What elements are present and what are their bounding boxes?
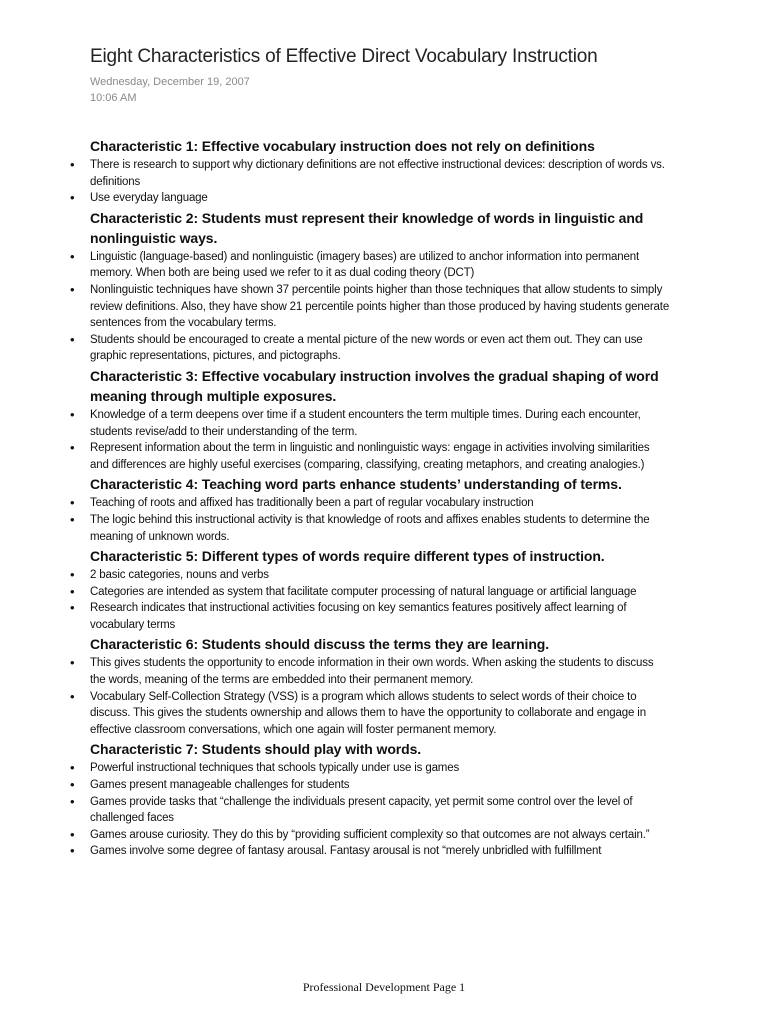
bullet-icon: •	[70, 760, 75, 776]
bullet-icon: •	[70, 440, 75, 456]
bullet-text: Vocabulary Self-Collection Strategy (VSS) is a program which allows students to select words of their choice to discuss. This gives the students ownership and allows them to have the opportunity to collaborate and engage in effective classroom conversations, which one again will foster permanent memory.	[90, 690, 646, 736]
bullet-text: Use everyday language	[90, 192, 208, 205]
bullet-icon: •	[70, 843, 75, 859]
page-time: 10:06 AM	[90, 92, 137, 104]
bullet-text: Knowledge of a term deepens over time if a student encounters the term multiple times. During each encounter, students revise/add to their understanding of the term.	[90, 408, 641, 438]
section-2	[70, 208, 670, 365]
section-6	[70, 634, 670, 738]
bullet-text: There is research to support why dictionary definitions are not effective instructional devices: description of words vs. definitions	[90, 159, 665, 188]
section-heading: Characteristic 5: Different types of words require different types of instruction.	[90, 548, 605, 565]
bullet-list	[70, 760, 670, 860]
section-1	[70, 136, 670, 207]
bullet-text: Powerful instructional techniques that schools typically under use is games	[90, 762, 460, 775]
page-footer: Professional Development Page 1	[302, 980, 466, 994]
bullet-text: Linguistic (language-based) and nonlinguistic (imagery bases) are utilized to anchor information into permanent memory. When both are being used we refer to it as dual coding theory (DCT)	[90, 250, 640, 280]
section-heading: Characteristic 4: Teaching word parts enhance students’ understanding of terms.	[90, 476, 622, 493]
list-item	[70, 249, 670, 282]
note-body	[70, 136, 670, 861]
bullet-list	[70, 655, 670, 738]
bullet-icon: •	[70, 600, 75, 616]
list-item	[70, 689, 670, 739]
bullet-list	[70, 567, 670, 633]
bullet-icon: •	[70, 583, 75, 599]
bullet-icon: •	[70, 567, 75, 583]
bullet-text: Students should be encouraged to create a mental picture of the new words or even act them out. They can use graphic representations, pictures, and pictographs.	[90, 333, 643, 363]
section-3	[70, 366, 670, 473]
bullet-text: Games involve some degree of fantasy arousal. Fantasy arousal is not “merely unbridled with fulfillment	[90, 845, 602, 858]
section-5	[70, 546, 670, 633]
bullet-icon: •	[70, 688, 75, 704]
list-item	[70, 655, 670, 688]
bullet-list	[70, 249, 670, 365]
list-item	[70, 440, 670, 473]
section-heading: Characteristic 2: Students must represent their knowledge of words in linguistic and nonlinguistic ways.	[90, 209, 644, 246]
list-item	[70, 495, 670, 512]
bullet-text: Categories are intended as system that facilitate computer processing of natural language or artificial language	[90, 585, 637, 598]
bullet-text: Nonlinguistic techniques have shown 37 percentile points higher than those techniques that allow students to simply review definitions. Also, they have show 21 percentile points higher than those produced by having students generate sentences from the vocabulary terms.	[90, 283, 670, 330]
bullet-icon: •	[70, 511, 75, 527]
bullet-text: The logic behind this instructional activity is that knowledge of roots and affixes enables students to determine the meaning of unknown words.	[90, 513, 650, 543]
list-item	[70, 407, 670, 440]
list-item	[70, 157, 670, 190]
bullet-text: Represent information about the term in linguistic and nonlinguistic ways: engage in activities involving similarities and differences are highly useful exercises (comparing, classifying, creating metaphors, and creating analogies.)	[90, 442, 650, 471]
bullet-list	[70, 407, 670, 473]
section-heading: Characteristic 3: Effective vocabulary instruction involves the gradual shaping of word meaning through multiple exposures.	[90, 367, 659, 404]
bullet-icon: •	[70, 331, 75, 347]
bullet-icon: •	[70, 655, 75, 671]
list-item	[70, 843, 670, 860]
list-item	[70, 777, 670, 794]
list-item	[70, 584, 670, 601]
list-item	[70, 827, 670, 844]
page-date: Wednesday, December 19, 2007	[90, 76, 250, 88]
list-item	[70, 282, 670, 332]
bullet-icon: •	[70, 826, 75, 842]
list-item	[70, 332, 670, 365]
bullet-text: Games present manageable challenges for students	[90, 779, 350, 792]
bullet-text: Research indicates that instructional activities focusing on key semantics features positively affect learning of vocabulary terms	[90, 602, 627, 631]
bullet-text: This gives students the opportunity to encode information in their own words. When asking the students to discuss the words, meaning of the terms are embedded into their permanent memory.	[90, 657, 654, 687]
bullet-list	[70, 157, 670, 207]
page-title: Eight Characteristics of Effective Direct Vocabulary Instruction	[90, 46, 598, 67]
bullet-text: 2 basic categories, nouns and verbs	[90, 569, 269, 582]
list-item	[70, 794, 670, 827]
section-heading: Characteristic 1: Effective vocabulary instruction does not rely on definitions	[90, 138, 595, 154]
bullet-icon: •	[70, 495, 75, 511]
bullet-text: Games provide tasks that “challenge the individuals present capacity, yet permit some control over the level of challenged faces	[90, 795, 633, 825]
section-heading: Characteristic 7: Students should play with words.	[90, 741, 422, 758]
list-item	[70, 190, 670, 207]
section-4	[70, 474, 670, 545]
section-7	[70, 739, 670, 860]
list-item	[70, 512, 670, 545]
list-item	[70, 567, 670, 584]
bullet-list	[70, 495, 670, 545]
list-item	[70, 600, 670, 633]
bullet-icon: •	[70, 157, 75, 172]
bullet-icon: •	[70, 248, 75, 264]
bullet-text: Teaching of roots and affixed has traditionally been a part of regular vocabulary instruction	[90, 497, 534, 510]
bullet-icon: •	[70, 406, 75, 422]
bullet-icon: •	[70, 281, 75, 297]
bullet-icon: •	[70, 777, 75, 793]
bullet-icon: •	[70, 190, 75, 206]
bullet-icon: •	[70, 793, 75, 809]
list-item	[70, 760, 670, 777]
bullet-text: Games arouse curiosity. They do this by “providing sufficient complexity so that outcomes are not always certain.”	[90, 828, 650, 841]
section-heading: Characteristic 6: Students should discuss the terms they are learning.	[90, 636, 550, 653]
